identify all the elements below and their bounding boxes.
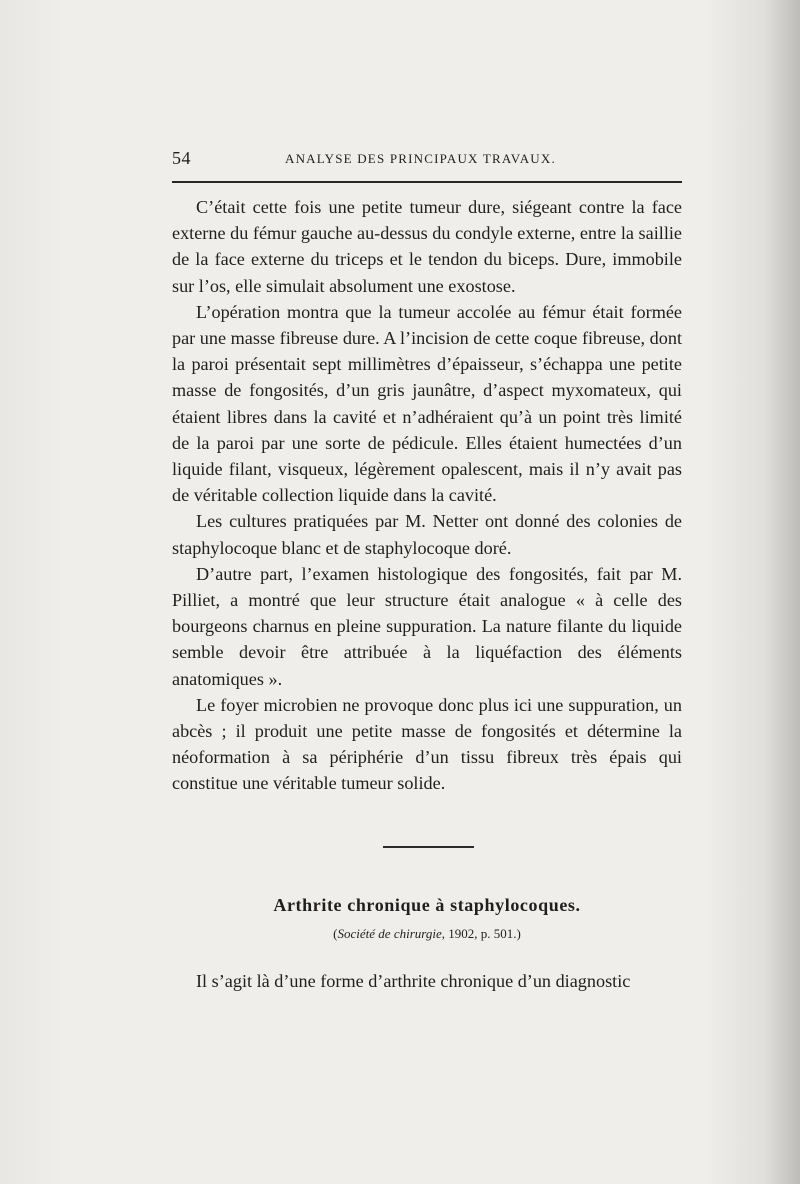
citation-source: Société de chirurgie: [337, 926, 442, 941]
section-first-line: Il s’agit là d’une forme d’arthrite chronique d’un diagnostic: [196, 971, 631, 991]
section-title: Arthrite chronique à staphylocoques.: [273, 895, 581, 915]
section-citation: [172, 926, 682, 942]
paragraph-3: Les cultures pratiquées par M. Netter ont donné des colonies de staphylocoque blanc et de staphylocoque doré.: [172, 511, 682, 558]
running-title: ANALYSE DES PRINCIPAUX TRAVAUX.: [285, 151, 556, 166]
paragraph-4: D’autre part, l’examen histologique des fongosités, fait par M. Pilliet, a montré que leur structure était analogue « à celle des bourgeons charnus en pleine suppuration. La nature filante du liquide semble devoir être attribuée à la liquéfaction des éléments anatomiques ».: [172, 563, 682, 689]
citation-details: , 1902, p. 501.): [441, 926, 521, 941]
page-header: [172, 148, 680, 172]
page-edge-shadow: [764, 0, 800, 1184]
paragraph-2: L’opération montra que la tumeur accolée au fémur était formée par une masse fibreuse dure. A l’incision de cette coque fibreuse, dont la paroi présentait sept millimètres d’épaisseur, s’échappa une petite masse de fongosités, d’un gris jaunâtre, d’aspect myxomateux, qui étaient libres dans la cavité et n’adhéraient qu’à un point très limité de la paroi par une sorte de pédicule. Elles étaient humectées d’un liquide filant, visqueux, légèrement opalescent, mais il n’y avait pas de véritable collection liquide dans la cavité.: [172, 301, 682, 506]
body-text: [172, 194, 682, 797]
citation-open: (: [333, 926, 338, 941]
paragraph-1: C’était cette fois une petite tumeur dure, siégeant contre la face externe du fémur gauche au-dessus du condyle externe, entre la saillie de la face externe du triceps et le tendon du biceps. Dure, immobile sur l’os, elle simulait absolument une exostose.: [172, 197, 682, 296]
header-rule: [172, 181, 682, 183]
paragraph-5: Le foyer microbien ne provoque donc plus ici une suppuration, un abcès ; il produit une petite masse de fongosités et détermine la néoformation à sa périphérie d’un tissu fibreux très épais qui constitue une véritable tumeur solide.: [172, 694, 682, 794]
page-number: 54: [172, 148, 191, 168]
section-divider: [383, 846, 474, 848]
